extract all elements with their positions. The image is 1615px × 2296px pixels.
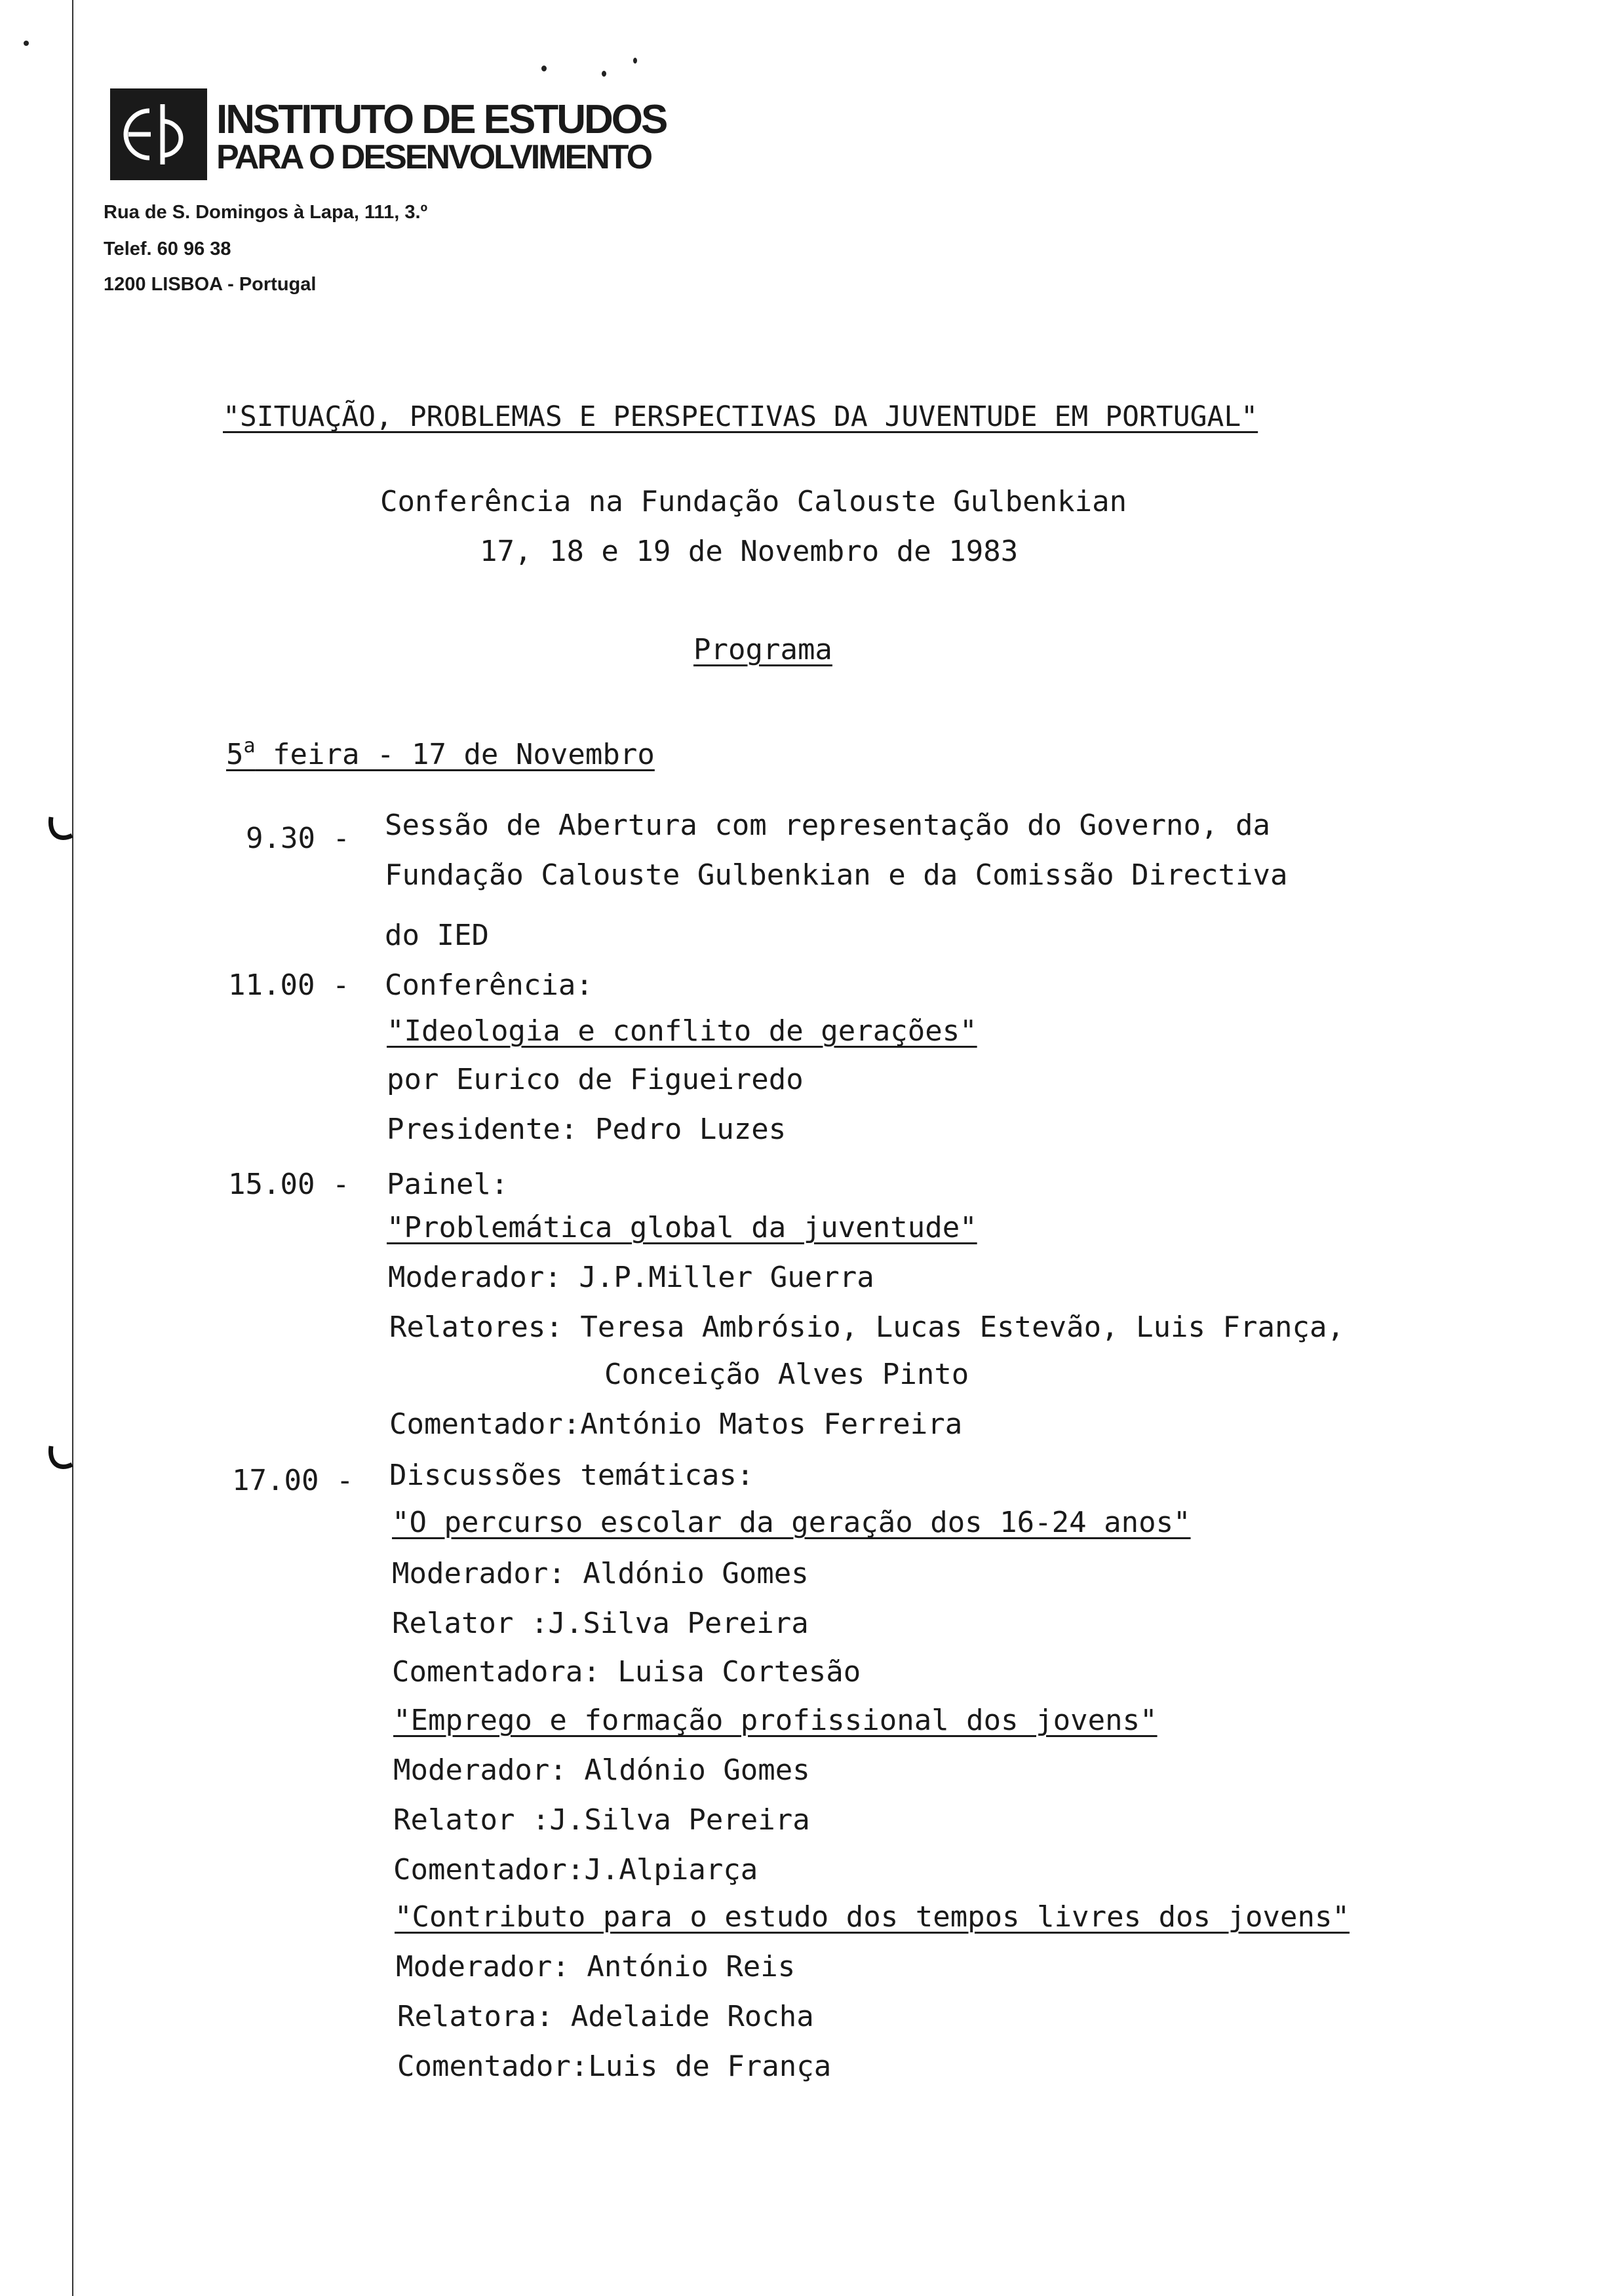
page-margin-line (72, 0, 73, 2296)
institute-name: INSTITUTO DE ESTUDOS (216, 97, 667, 142)
conference-dates: 17, 18 e 19 de Novembro de 1983 (480, 535, 1019, 568)
topic-reporter: Relator :J.Silva Pereira (393, 1803, 810, 1837)
topic-commentator: Comentador:J.Alpiarça (393, 1853, 758, 1886)
topic-title: "O percurso escolar da geração dos 16-24 anos" (392, 1506, 1191, 1539)
address-street: Rua de S. Domingos à Lapa, 111, 3.º (104, 202, 428, 223)
address-city: 1200 LISBOA - Portugal (104, 274, 317, 295)
scan-speck (24, 41, 29, 46)
institute-logo (110, 88, 207, 180)
topic-title: "Emprego e formação profissional dos jovens" (393, 1704, 1158, 1737)
topic-commentator: Comentadora: Luisa Cortesão (392, 1655, 861, 1689)
institute-subtitle: PARA O DESENVOLVIMENTO (216, 138, 652, 176)
punch-hole-mark (45, 1445, 73, 1474)
topic-moderator: Moderador: António Reis (396, 1950, 796, 1983)
session-time: 17.00 - (232, 1464, 354, 1497)
topic-commentator: Comentador:Luis de França (397, 2050, 832, 2083)
session-reporters-cont: Conceição Alves Pinto (604, 1358, 969, 1391)
session-time: 15.00 - (228, 1168, 350, 1201)
session-title: "Problemática global da juventude" (387, 1211, 977, 1244)
session-commentator: Comentador:António Matos Ferreira (389, 1407, 963, 1441)
session-label: Painel: (387, 1168, 509, 1201)
session-time: 9.30 - (246, 822, 350, 855)
topic-reporter: Relator :J.Silva Pereira (392, 1607, 809, 1640)
day-heading (226, 737, 655, 776)
topic-moderator: Moderador: Aldónio Gomes (393, 1753, 810, 1787)
address-phone: Telef. 60 96 38 (104, 239, 231, 259)
scan-speck (633, 58, 637, 64)
conference-venue: Conferência na Fundação Calouste Gulbenkian (380, 485, 1127, 518)
session-text: Sessão de Abertura com representação do Governo, da (385, 809, 1271, 842)
day-rest: feira - 17 de Novembro (255, 738, 655, 771)
session-label: Conferência: (385, 968, 593, 1002)
session-moderator: Moderador: J.P.Miller Guerra (388, 1261, 874, 1294)
scan-speck (602, 71, 606, 77)
session-label: Discussões temáticas: (389, 1459, 754, 1492)
session-title: "Ideologia e conflito de gerações" (387, 1014, 977, 1048)
scan-speck (541, 66, 547, 71)
session-reporters: Relatores: Teresa Ambrósio, Lucas Estevão, Luis França, (389, 1311, 1344, 1344)
programa-heading: Programa (693, 633, 832, 666)
day-ordinal-sup: a (243, 735, 256, 757)
session-speaker: por Eurico de Figueiredo (387, 1063, 804, 1096)
day-ordinal: 5 (226, 738, 244, 771)
session-time: 11.00 - (228, 968, 350, 1002)
punch-hole-mark (45, 816, 73, 845)
topic-title: "Contributo para o estudo dos tempos livres dos jovens" (395, 1900, 1350, 1934)
document-title: "SITUAÇÃO, PROBLEMAS E PERSPECTIVAS DA JUVENTUDE EM PORTUGAL" (223, 400, 1258, 433)
topic-moderator: Moderador: Aldónio Gomes (392, 1557, 809, 1590)
topic-reporter: Relatora: Adelaide Rocha (397, 2000, 814, 2033)
session-president: Presidente: Pedro Luzes (387, 1113, 787, 1146)
session-text: Fundação Calouste Gulbenkian e da Comissão Directiva (385, 858, 1288, 892)
session-text: do IED (385, 919, 489, 952)
